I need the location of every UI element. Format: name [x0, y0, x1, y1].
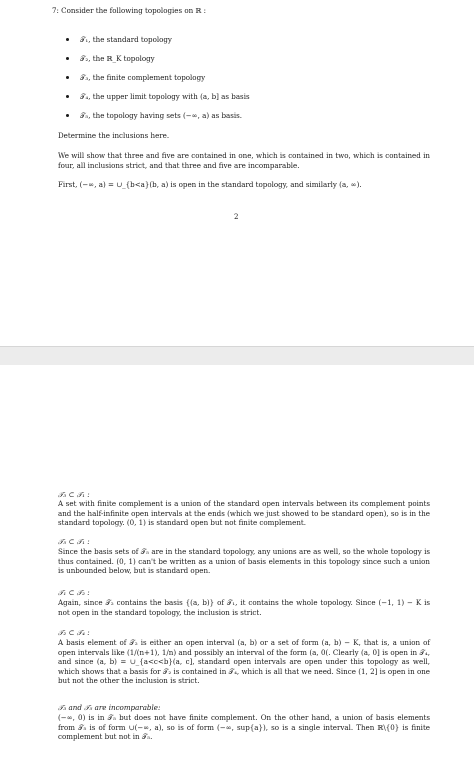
first-statement: First, (−∞, a) = ∪_{b<a}(b, a) is open in the standard topology, and similarly (a, ∞). [58, 180, 362, 189]
bullet-item-3: 𝒯₃, the finite complement topology [80, 73, 206, 82]
bullet-item-1: 𝒯₁, the standard topology [80, 35, 172, 44]
page-divider [0, 346, 474, 366]
bullet-dot-3 [66, 76, 69, 79]
section-heading-3: 𝒯₁ ⊂ 𝒯₂ : [58, 588, 90, 597]
section-body-3: Again, since 𝒯₂ contains the basis {(a, b)} of 𝒯₁, it contains the whole topology. Since (−1, 1) − K is not open in the standard topology, the inclusion is strict. [58, 598, 430, 617]
section-heading-5: 𝒯₃ and 𝒯₅ are incomparable: [58, 703, 161, 712]
section-heading-1: 𝒯₃ ⊂ 𝒯₁ : [58, 490, 90, 499]
section-body-5: (−∞, 0) is in 𝒯₅ but does not have finite complement. On the other hand, a union of basis elements from 𝒯₅ is of form ∪(−∞, a), so is of form (−∞, sup{a}), so is a single interval. Then ℝ\{0} is finite complement but not in 𝒯₅. [58, 713, 430, 742]
prompt-text: Determine the inclusions here. [58, 131, 170, 140]
section-heading-4: 𝒯₂ ⊂ 𝒯₄ : [58, 628, 90, 637]
intro-paragraph: We will show that three and five are contained in one, which is contained in two, which is contained in four, all inclusions strict, and that three and five are incomparable. [58, 151, 430, 170]
page-1 [0, 0, 474, 346]
section-heading-2: 𝒯₅ ⊂ 𝒯₁ : [58, 537, 90, 546]
page-2 [0, 365, 474, 758]
section-body-2: Since the basis sets of 𝒯₅ are in the standard topology, any unions are as well, so the whole topology is thus contained. (0, 1) can't be written as a union of basis elements in this topology since such a union is unbounded below, but is standard open. [58, 547, 430, 576]
bullet-dot-5 [66, 114, 69, 117]
section-body-4: A basis element of 𝒯₂ is either an open interval (a, b) or a set of form (a, b) − K, that is, a union of open intervals like (1/(n+1), 1/n) and possibly an interval of the form (a, 0(. Clearly (a, 0] is open in 𝒯₄, and since (a, b) = ∪_{a<c<b}(a, c], standard open intervals are open under this topology as well, which shows that a basis for 𝒯₂ is contained in 𝒯₄, which is all that we need. Since (1, 2] is open in one but not the other the inclusion is strict. [58, 638, 430, 686]
question-heading: 7: Consider the following topologies on ℝ : [52, 6, 207, 15]
bullet-item-5: 𝒯₅, the topology having sets (−∞, a) as basis. [80, 111, 243, 120]
bullet-dot-4 [66, 95, 69, 98]
section-body-1: A set with finite complement is a union of the standard open intervals between its complement points and the half-infinite open intervals at the ends (which we just showed to be standard open), so is in the standard topology. (0, 1) is standard open but not finite complement. [58, 499, 430, 528]
bullet-dot-2 [66, 57, 69, 60]
bullet-item-4: 𝒯₄, the upper limit topology with (a, b] as basis [80, 92, 250, 101]
bullet-dot-1 [66, 38, 69, 41]
bullet-item-2: 𝒯₂, the ℝ_K topology [80, 54, 155, 63]
page-number: 2 [234, 213, 239, 221]
